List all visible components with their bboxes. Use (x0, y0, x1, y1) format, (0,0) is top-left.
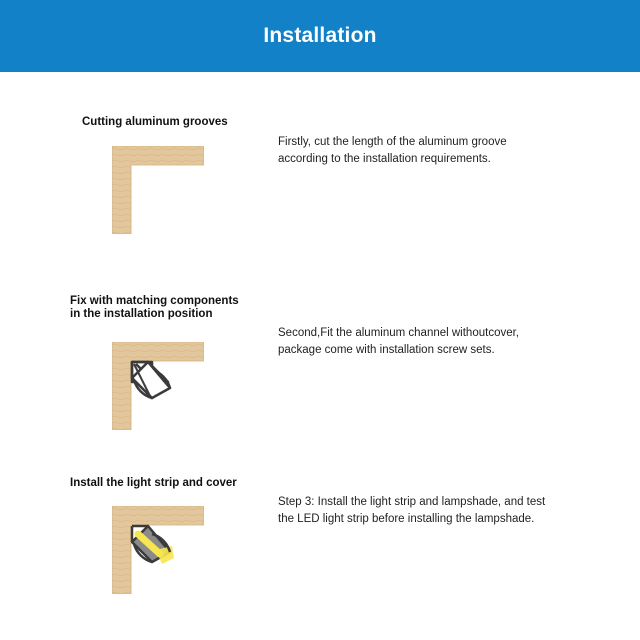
aluminum-profile-icon (132, 362, 170, 398)
wood-corner-with-led-profile-illustration (112, 506, 204, 594)
step-1-desc-line: Firstly, cut the length of the aluminum groove (278, 136, 507, 148)
step-1-title-line: Cutting aluminum grooves (82, 116, 228, 128)
step-1-desc-line: according to the installation requirements. (278, 153, 491, 165)
step-2-desc-line: Second,Fit the aluminum channel withoutcover, (278, 327, 519, 339)
step-1-description (278, 134, 598, 168)
step-2-description (278, 325, 598, 359)
step-1-title (82, 116, 228, 129)
page-header (0, 0, 640, 72)
wood-corner-illustration (112, 146, 204, 234)
step-3-title (70, 477, 237, 490)
led-profile-icon (132, 526, 174, 564)
step-2-title-line: in the installation position (70, 308, 213, 320)
step-3-desc-line: Step 3: Install the light strip and lampshade, and test (278, 496, 546, 508)
step-2-desc-line: package come with installation screw sets. (278, 344, 495, 356)
page-title: Installation (263, 24, 377, 47)
wood-corner-with-profile-illustration (112, 342, 204, 430)
step-3-desc-line: the LED light strip before installing the lampshade. (278, 513, 535, 525)
step-2-title (70, 295, 239, 321)
step-2-title-line: Fix with matching components (70, 295, 239, 307)
step-3-description (278, 494, 598, 528)
step-3-title-line: Install the light strip and cover (70, 477, 237, 489)
